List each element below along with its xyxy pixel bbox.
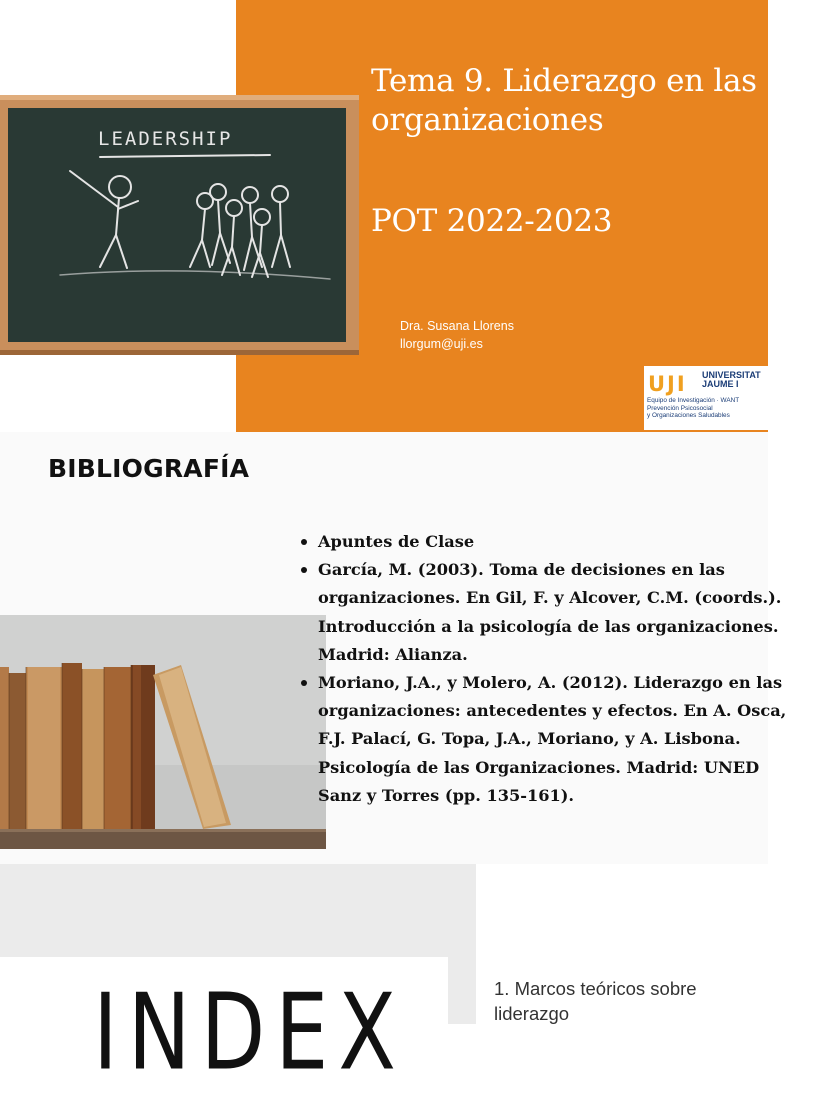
reference-list bbox=[298, 528, 818, 810]
university-logo bbox=[644, 366, 768, 430]
title-slide bbox=[0, 0, 768, 432]
bibliography-slide bbox=[0, 432, 787, 864]
author-block bbox=[400, 317, 514, 353]
reference-item: Moriano, J.A., y Molero, A. (2012). Liderazgo en las organizaciones: antecedentes y efectos. En A. Osca, F.J. Palací, G. Topa, J.A., Moriano, y A. Lisbona. Psicología de las Organizaciones. Madrid: UNED Sanz y Torres (pp. 135-161). bbox=[298, 669, 818, 810]
university-name: UNIVERSITAT JAUME I bbox=[702, 370, 761, 389]
reference-item: Apuntes de Clase bbox=[298, 528, 818, 556]
course-subtitle: POT 2022-2023 bbox=[371, 203, 613, 239]
chalkboard-text: LEADERSHIP bbox=[98, 128, 233, 150]
index-slide bbox=[0, 864, 768, 1094]
svg-text:UJI: UJI bbox=[648, 372, 687, 396]
uji-logo-icon bbox=[648, 372, 700, 394]
slide-title: Tema 9. Liderazgo en las organizaciones bbox=[371, 63, 757, 138]
index-heading: INDEX bbox=[93, 971, 406, 1094]
author-email: llorgum@uji.es bbox=[400, 337, 483, 351]
index-item: 1. Marcos teóricos sobre liderazgo bbox=[494, 978, 697, 1024]
index-card bbox=[0, 957, 448, 1094]
books-image bbox=[0, 615, 326, 849]
index-list bbox=[494, 976, 754, 1026]
research-team-text: Equipo de Investigación · WANT Prevención Psicosocial y Organizaciones Saludables bbox=[647, 397, 740, 420]
leadership-chalkboard-image bbox=[0, 95, 359, 355]
bibliography-heading: BIBLIOGRAFÍA bbox=[48, 454, 250, 483]
reference-item: García, M. (2003). Toma de decisiones en las organizaciones. En Gil, F. y Alcover, C.M. (coords.). Introducción a la psicología de las organizaciones. Madrid: Alianza. bbox=[298, 556, 818, 669]
author-name: Dra. Susana Llorens bbox=[400, 319, 514, 333]
